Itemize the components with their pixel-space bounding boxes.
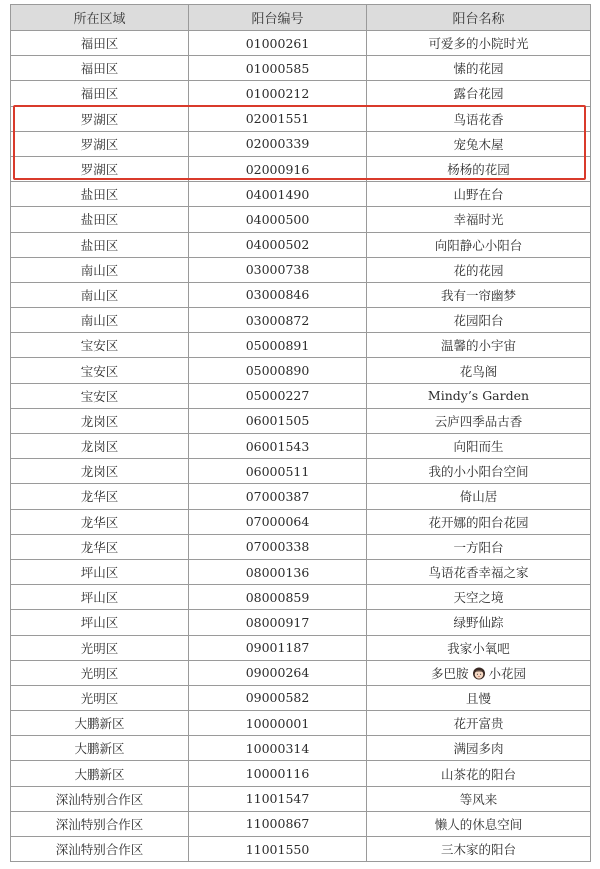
table-row: [11, 811, 591, 836]
cell-balcony-id: 11001550: [189, 837, 367, 862]
table-row: [11, 635, 591, 660]
cell-balcony-name: 鸟语花香幸福之家: [367, 559, 591, 584]
cell-district: 罗湖区: [11, 106, 189, 131]
balcony-table: [10, 4, 591, 862]
cell-balcony-name: 倚山居: [367, 484, 591, 509]
table-row: [11, 106, 591, 131]
cell-district: 宝安区: [11, 358, 189, 383]
cell-balcony-id: 07000338: [189, 534, 367, 559]
cell-balcony-name: [367, 660, 591, 685]
cell-balcony-name: 幸福时光: [367, 207, 591, 232]
cell-district: 盐田区: [11, 207, 189, 232]
table-row: [11, 131, 591, 156]
cell-district: 大鹏新区: [11, 761, 189, 786]
cell-district: 南山区: [11, 282, 189, 307]
table-row: [11, 31, 591, 56]
cell-balcony-id: 02000916: [189, 156, 367, 181]
cell-district: 罗湖区: [11, 156, 189, 181]
cell-balcony-id: 05000227: [189, 383, 367, 408]
cell-balcony-id: 06001505: [189, 408, 367, 433]
cell-district: 南山区: [11, 257, 189, 282]
table-row: [11, 685, 591, 710]
cell-district: 南山区: [11, 308, 189, 333]
cell-district: 深汕特别合作区: [11, 811, 189, 836]
cell-balcony-id: 03000738: [189, 257, 367, 282]
table-body: [11, 31, 591, 862]
column-header-district: 所在区域: [11, 5, 189, 31]
cell-balcony-name: 露台花园: [367, 81, 591, 106]
cell-balcony-id: 10000001: [189, 711, 367, 736]
table-row: [11, 383, 591, 408]
cell-district: 龙岗区: [11, 434, 189, 459]
table-row: [11, 736, 591, 761]
table-row: [11, 308, 591, 333]
cell-district: 盐田区: [11, 182, 189, 207]
table-row: [11, 711, 591, 736]
cell-district: 光明区: [11, 660, 189, 685]
table-row: [11, 484, 591, 509]
cell-balcony-name: 花鸟阁: [367, 358, 591, 383]
cell-district: 深汕特别合作区: [11, 837, 189, 862]
cell-district: 坪山区: [11, 610, 189, 635]
table-row: [11, 434, 591, 459]
cell-balcony-name: 愫的花园: [367, 56, 591, 81]
table-row: [11, 408, 591, 433]
cell-district: 龙岗区: [11, 408, 189, 433]
table-row: [11, 81, 591, 106]
cell-balcony-name: 且慢: [367, 685, 591, 710]
cell-balcony-name: 宠兔木屋: [367, 131, 591, 156]
cell-district: 深汕特别合作区: [11, 786, 189, 811]
cell-balcony-id: 08000136: [189, 559, 367, 584]
table-row: [11, 786, 591, 811]
cell-balcony-id: 01000585: [189, 56, 367, 81]
cell-balcony-name: 绿野仙踪: [367, 610, 591, 635]
table-row: [11, 837, 591, 862]
cell-balcony-name: Mindy’s Garden: [367, 383, 591, 408]
cell-balcony-name: 山野在台: [367, 182, 591, 207]
cell-balcony-id: 04000502: [189, 232, 367, 257]
cell-balcony-id: 02001551: [189, 106, 367, 131]
cell-district: 坪山区: [11, 559, 189, 584]
column-header-balcony-name: 阳台名称: [367, 5, 591, 31]
cell-balcony-name: 花开富贵: [367, 711, 591, 736]
cell-balcony-id: 04000500: [189, 207, 367, 232]
cell-district: 宝安区: [11, 383, 189, 408]
cell-balcony-name: 鸟语花香: [367, 106, 591, 131]
cell-district: 光明区: [11, 685, 189, 710]
cell-balcony-id: 09001187: [189, 635, 367, 660]
table-row: [11, 358, 591, 383]
cell-balcony-id: 10000314: [189, 736, 367, 761]
cell-balcony-name: 等风来: [367, 786, 591, 811]
cell-balcony-id: 02000339: [189, 131, 367, 156]
table-row: [11, 156, 591, 181]
table-row: [11, 333, 591, 358]
cell-balcony-name: 我的小小阳台空间: [367, 459, 591, 484]
table-row: [11, 534, 591, 559]
cell-district: 龙岗区: [11, 459, 189, 484]
table-row: [11, 660, 591, 685]
cell-district: 福田区: [11, 31, 189, 56]
cell-district: 大鹏新区: [11, 711, 189, 736]
table-row: [11, 282, 591, 307]
table-row: [11, 232, 591, 257]
cell-district: 宝安区: [11, 333, 189, 358]
cell-balcony-name: 我有一帘幽梦: [367, 282, 591, 307]
cell-balcony-id: 08000917: [189, 610, 367, 635]
table-row: [11, 207, 591, 232]
cell-district: 福田区: [11, 81, 189, 106]
cell-balcony-name: 天空之境: [367, 585, 591, 610]
cell-balcony-name: 可爱多的小院时光: [367, 31, 591, 56]
cell-balcony-name: 温馨的小宇宙: [367, 333, 591, 358]
cell-balcony-id: 03000872: [189, 308, 367, 333]
cell-district: 福田区: [11, 56, 189, 81]
cell-balcony-name: 向阳静心小阳台: [367, 232, 591, 257]
cell-district: 罗湖区: [11, 131, 189, 156]
table-row: [11, 509, 591, 534]
cell-balcony-id: 09000582: [189, 685, 367, 710]
cell-balcony-name: 向阳而生: [367, 434, 591, 459]
cell-balcony-name: 我家小氧吧: [367, 635, 591, 660]
girl-emoji-icon: [472, 666, 486, 680]
cell-district: 龙华区: [11, 509, 189, 534]
cell-balcony-id: 06001543: [189, 434, 367, 459]
cell-balcony-name: 山茶花的阳台: [367, 761, 591, 786]
cell-balcony-id: 04001490: [189, 182, 367, 207]
cell-balcony-name: 一方阳台: [367, 534, 591, 559]
table-row: [11, 761, 591, 786]
table-header-row: [11, 5, 591, 31]
cell-balcony-id: 07000387: [189, 484, 367, 509]
cell-balcony-id: 06000511: [189, 459, 367, 484]
cell-balcony-id: 05000890: [189, 358, 367, 383]
table-row: [11, 459, 591, 484]
table-row: [11, 182, 591, 207]
cell-balcony-id: 10000116: [189, 761, 367, 786]
cell-balcony-id: 03000846: [189, 282, 367, 307]
column-header-balcony-id: 阳台编号: [189, 5, 367, 31]
cell-balcony-id: 01000261: [189, 31, 367, 56]
cell-district: 龙华区: [11, 484, 189, 509]
cell-balcony-name: 满园多肉: [367, 736, 591, 761]
cell-balcony-name: 杨杨的花园: [367, 156, 591, 181]
cell-balcony-id: 08000859: [189, 585, 367, 610]
cell-district: 坪山区: [11, 585, 189, 610]
cell-balcony-name: 花开娜的阳台花园: [367, 509, 591, 534]
balcony-name-text: 多巴胺: [430, 665, 469, 681]
cell-district: 盐田区: [11, 232, 189, 257]
balcony-name-suffix: 小花园: [488, 665, 527, 681]
cell-district: 光明区: [11, 635, 189, 660]
cell-balcony-id: 09000264: [189, 660, 367, 685]
table-row: [11, 610, 591, 635]
cell-balcony-id: 07000064: [189, 509, 367, 534]
cell-balcony-name: 三木家的阳台: [367, 837, 591, 862]
cell-balcony-name: 懒人的休息空间: [367, 811, 591, 836]
table-row: [11, 559, 591, 584]
cell-balcony-name: 花的花园: [367, 257, 591, 282]
cell-district: 龙华区: [11, 534, 189, 559]
cell-balcony-id: 11001547: [189, 786, 367, 811]
cell-balcony-name: 云庐四季品古香: [367, 408, 591, 433]
cell-balcony-name: 花园阳台: [367, 308, 591, 333]
cell-balcony-id: 11000867: [189, 811, 367, 836]
cell-balcony-id: 05000891: [189, 333, 367, 358]
table-row: [11, 257, 591, 282]
table-row: [11, 585, 591, 610]
table-row: [11, 56, 591, 81]
cell-balcony-id: 01000212: [189, 81, 367, 106]
cell-district: 大鹏新区: [11, 736, 189, 761]
